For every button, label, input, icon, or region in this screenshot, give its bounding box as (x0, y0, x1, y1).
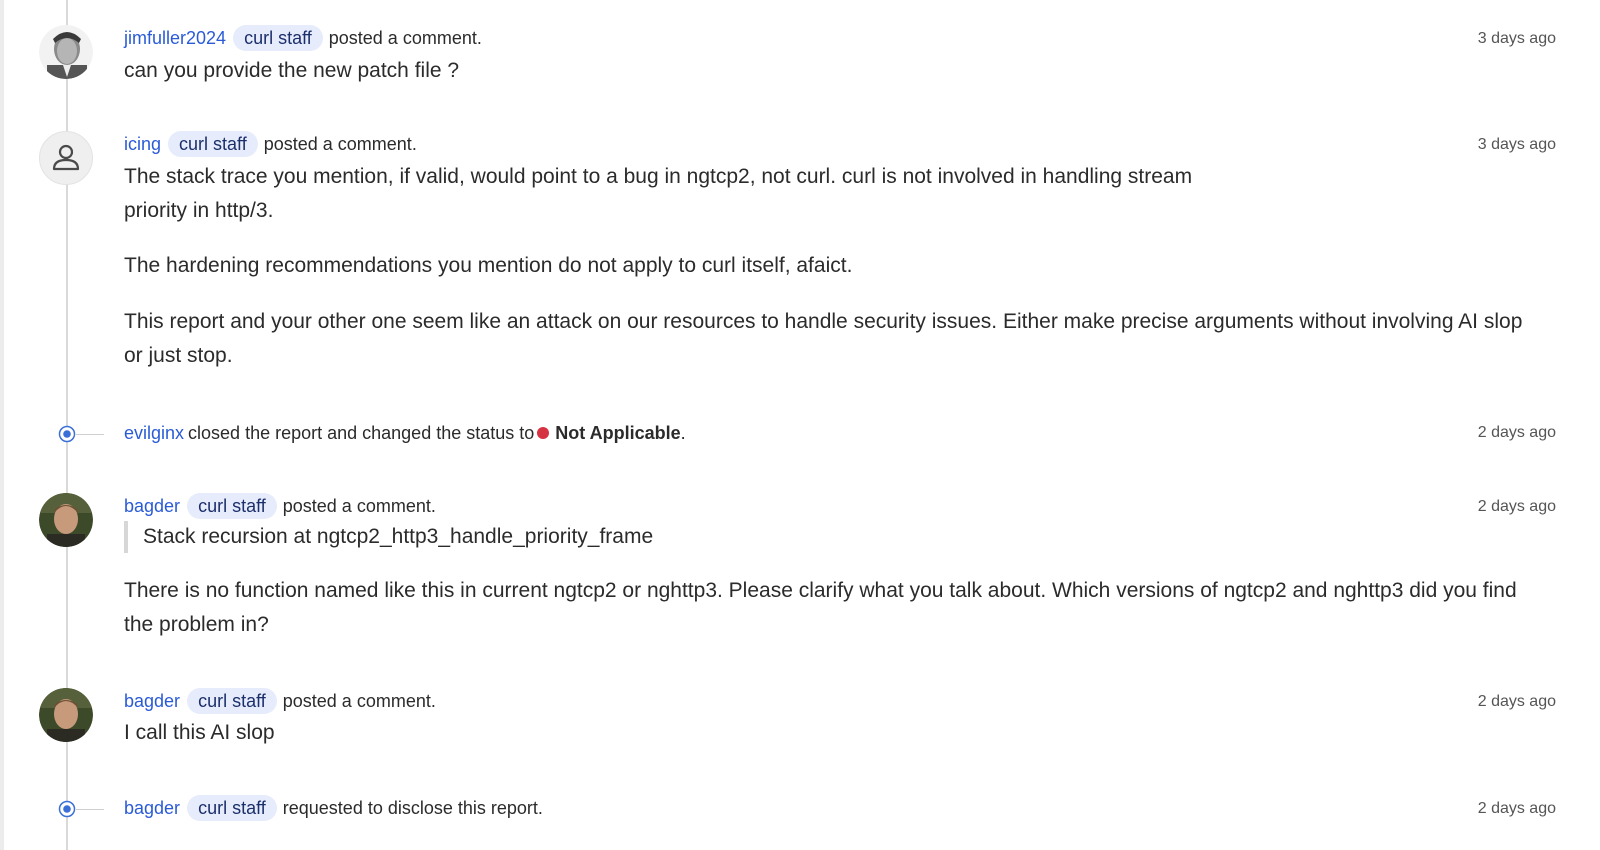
action-text: closed the report and changed the status to (188, 423, 535, 443)
avatar[interactable] (39, 131, 93, 185)
username-link[interactable]: bagder (124, 691, 181, 711)
action-text: posted a comment. (282, 691, 436, 711)
username-link[interactable]: jimfuller2024 (124, 28, 227, 48)
username-link[interactable]: bagder (124, 496, 181, 516)
left-divider (0, 0, 4, 850)
comment-header (124, 25, 482, 51)
activity-connector (76, 809, 104, 810)
action-text: posted a comment. (282, 496, 436, 516)
action-text: posted a comment. (263, 134, 417, 154)
comment-text: I call this AI slop (124, 721, 275, 744)
staff-badge: curl staff (187, 493, 277, 519)
activity-text (124, 795, 543, 821)
timestamp[interactable]: 2 days ago (1477, 424, 1556, 441)
timeline-dot-icon (58, 800, 76, 818)
timeline-dot-icon (58, 425, 76, 443)
staff-badge: curl staff (187, 795, 277, 821)
staff-badge: curl staff (233, 25, 323, 51)
avatar[interactable] (39, 25, 93, 79)
timestamp[interactable]: 3 days ago (1477, 136, 1556, 153)
comment-header (124, 131, 417, 157)
timestamp[interactable]: 2 days ago (1477, 693, 1556, 710)
staff-badge: curl staff (187, 688, 277, 714)
timestamp[interactable]: 2 days ago (1477, 800, 1556, 817)
username-link[interactable]: evilginx (124, 423, 185, 443)
comment-paragraph: There is no function named like this in current ngtcp2 or nghttp3. Please clarify what you talk about. Which versions of ngtcp2 and nghttp3 did you find the problem in? (124, 579, 1517, 636)
comment-header (124, 493, 436, 519)
timestamp[interactable]: 3 days ago (1477, 30, 1556, 47)
avatar[interactable] (39, 493, 93, 547)
username-link[interactable]: bagder (124, 798, 181, 818)
comment-paragraph: The stack trace you mention, if valid, would point to a bug in ngtcp2, not curl. curl is not involved in handling stream priority in http/3. (124, 165, 1193, 222)
comment-paragraph: The hardening recommendations you mention do not apply to curl itself, afaict. (124, 254, 853, 277)
activity-text (124, 420, 686, 446)
comment-text: can you provide the new patch file ? (124, 59, 460, 82)
avatar[interactable] (39, 688, 93, 742)
status-label: Not Applicable (555, 423, 681, 443)
comment-header (124, 688, 436, 714)
activity-connector (76, 434, 104, 435)
comment-paragraph: This report and your other one seem like an attack on our resources to handle security issues. Either make precise arguments without involving AI slop or just stop. (124, 310, 1523, 367)
blockquote: Stack recursion at ngtcp2_http3_handle_priority_frame (124, 521, 653, 553)
username-link[interactable]: icing (124, 134, 162, 154)
staff-badge: curl staff (168, 131, 258, 157)
punctuation: . (680, 423, 686, 443)
timestamp[interactable]: 2 days ago (1477, 498, 1556, 515)
action-text: requested to disclose this report. (282, 798, 543, 818)
action-text: posted a comment. (328, 28, 482, 48)
person-outline-icon (40, 132, 92, 184)
status-indicator (537, 427, 549, 439)
